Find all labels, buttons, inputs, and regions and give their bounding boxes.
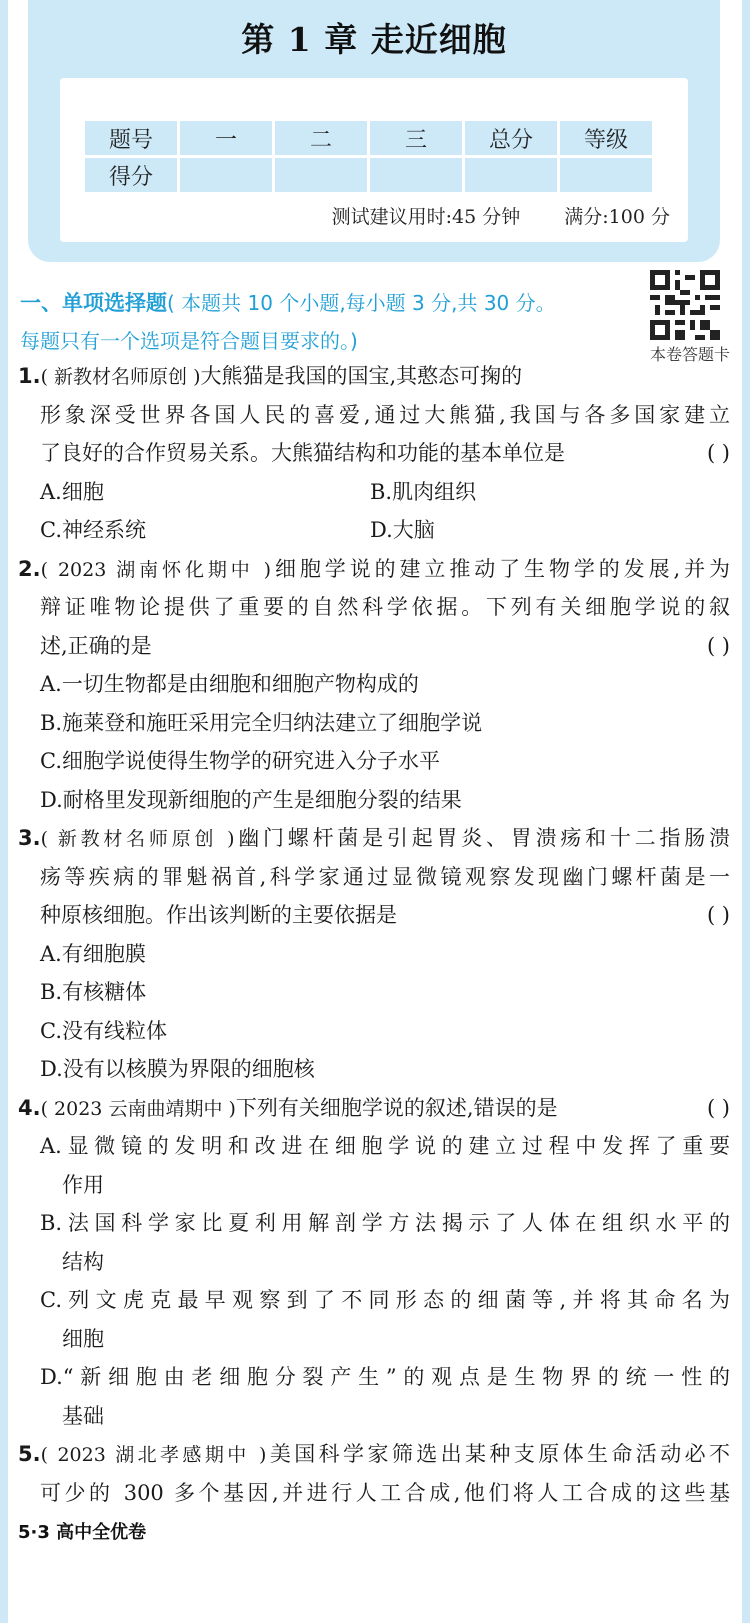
score-table	[82, 118, 655, 195]
question-number: 5.	[18, 1442, 41, 1466]
question-text: 可少的 300 多个基因,并进行人工合成,他们将人工合成的这些基	[40, 1480, 730, 1505]
answer-blank[interactable]: ( )	[706, 441, 730, 465]
score-cell: 总分	[465, 121, 557, 155]
question-text: 下列有关细胞学说的叙述,错误的是	[235, 1095, 558, 1120]
question-text: 述,正确的是	[40, 633, 152, 658]
question-source: ( 2023 湖南怀化期中 )	[40, 558, 272, 581]
option-c[interactable]: C.神经系统	[40, 518, 146, 542]
score-cell: 二	[275, 121, 367, 155]
question-5	[18, 1435, 730, 1512]
option-b[interactable]: B.施莱登和施旺采用完全归纳法建立了细胞学说	[40, 710, 483, 735]
question-4	[18, 1089, 730, 1436]
score-cell: 等级	[560, 121, 652, 155]
option-b[interactable]: B.肌肉组织	[370, 479, 477, 504]
option-d[interactable]: D.大脑	[370, 518, 435, 542]
option-a[interactable]: A.细胞	[40, 479, 104, 504]
question-1	[18, 357, 730, 550]
question-source: ( 新教材名师原创 )	[40, 828, 235, 850]
question-number: 4.	[18, 1095, 41, 1120]
question-source: ( 2023 云南曲靖期中 )	[40, 1097, 236, 1120]
option-a[interactable]: A.一切生物都是由细胞和细胞产物构成的	[40, 672, 419, 696]
question-text: 细胞学说的建立推动了生物学的发展,并为	[271, 556, 730, 581]
question-number: 2.	[18, 556, 41, 581]
score-card	[60, 78, 688, 242]
section-heading	[20, 284, 630, 360]
score-input-cell	[560, 158, 652, 192]
question-text: 种原核细胞。作出该判断的主要依据是	[40, 903, 397, 927]
section-desc-2: 每题只有一个选项是符合题目要求的。)	[20, 329, 358, 353]
test-info	[332, 202, 670, 229]
score-cell: 得分	[85, 158, 177, 192]
option-b[interactable]: B.法国科学家比夏利用解剖学方法揭示了人体在组织水平的 结构	[40, 1211, 730, 1274]
qr-code-icon[interactable]	[650, 270, 720, 340]
question-number: 1.	[18, 364, 41, 388]
chapter-title: 第 1 章 走近细胞	[241, 20, 507, 59]
score-input-cell	[465, 158, 557, 192]
question-source: ( 2023 湖北孝感期中 )	[40, 1444, 267, 1466]
score-cell: 一	[180, 121, 272, 155]
question-text: 幽门螺杆菌是引起胃炎、胃溃疡和十二指肠溃	[234, 826, 730, 850]
answer-blank[interactable]: ( )	[706, 633, 730, 658]
score-input-cell	[275, 158, 367, 192]
question-text: 美国科学家筛选出某种支原体生命活动必不	[266, 1442, 730, 1466]
question-text: 疡等疾病的罪魁祸首,科学家通过显微镜观察发现幽门螺杆菌是一	[40, 864, 730, 889]
option-b[interactable]: B.有核糖体	[40, 980, 147, 1004]
question-list	[18, 357, 730, 1512]
option-c[interactable]: C.没有线粒体	[40, 1018, 167, 1043]
score-input-cell	[370, 158, 462, 192]
score-input-cell	[180, 158, 272, 192]
score-cell: 三	[370, 121, 462, 155]
score-cell: 题号	[85, 121, 177, 155]
suggested-time: 测试建议用时:45 分钟	[331, 206, 521, 228]
option-a[interactable]: A.显微镜的发明和改进在细胞学说的建立过程中发挥了重要 作用	[40, 1134, 730, 1197]
option-a[interactable]: A.有细胞膜	[40, 941, 146, 966]
option-d[interactable]: D.耐格里发现新细胞的产生是细胞分裂的结果	[40, 787, 462, 812]
option-c[interactable]: C.列文虎克最早观察到了不同形态的细菌等,并将其命名为 细胞	[40, 1288, 730, 1351]
option-c[interactable]: C.细胞学说使得生物学的研究进入分子水平	[40, 749, 440, 773]
full-score: 满分:100 分	[564, 206, 670, 228]
question-text: 了良好的合作贸易关系。大熊猫结构和功能的基本单位是	[40, 441, 565, 465]
question-2	[18, 550, 730, 820]
chapter-header	[28, 0, 720, 262]
footer-brand: 5·3 高中全优卷	[18, 1522, 147, 1543]
question-source: ( 新教材名师原创 )	[40, 366, 201, 388]
answer-blank[interactable]: ( )	[706, 1095, 730, 1120]
score-table-score-row	[85, 158, 652, 192]
score-table-header-row	[85, 121, 652, 155]
qr-caption: 本卷答题卡	[649, 345, 730, 364]
answer-blank[interactable]: ( )	[706, 903, 730, 927]
question-text: 大熊猫是我国的国宝,其憨态可掬的	[200, 364, 523, 388]
page-border-right	[742, 0, 750, 1623]
page-border-left	[0, 0, 8, 1623]
section-desc-1: ( 本题共 10 个小题,每小题 3 分,共 30 分。	[167, 291, 556, 315]
section-title: 一、单项选择题	[20, 291, 167, 315]
question-text: 辩证唯物论提供了重要的自然科学依据。下列有关细胞学说的叙	[40, 595, 730, 619]
option-d[interactable]: D.没有以核膜为界限的细胞核	[40, 1057, 315, 1081]
question-number: 3.	[18, 826, 41, 850]
question-text: 形象深受世界各国人民的喜爱,通过大熊猫,我国与各多国家建立	[40, 402, 730, 427]
option-d[interactable]: D.“新细胞由老细胞分裂产生”的观点是生物界的统一性的 基础	[40, 1365, 730, 1428]
question-3	[18, 819, 730, 1089]
